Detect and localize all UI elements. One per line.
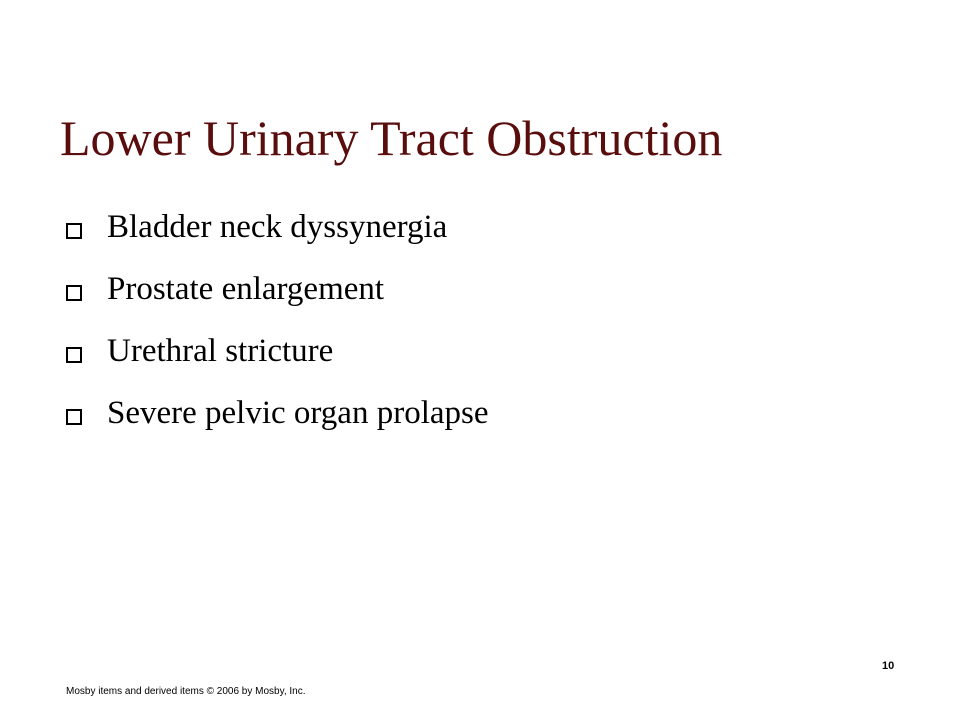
copyright-footer: Mosby items and derived items © 2006 by Mosby, Inc.: [66, 686, 306, 697]
list-item: [60, 258, 489, 320]
hollow-square-icon: [66, 409, 82, 425]
slide-title: Lower Urinary Tract Obstruction: [60, 110, 723, 166]
hollow-square-icon: [66, 347, 82, 363]
bullet-text: Severe pelvic organ prolapse: [107, 394, 489, 431]
bullet-list: [60, 196, 489, 444]
list-item: [60, 382, 489, 444]
list-item: [60, 320, 489, 382]
page-number: 10: [882, 660, 895, 672]
hollow-square-icon: [66, 223, 82, 239]
list-item: [60, 196, 489, 258]
bullet-text: Urethral stricture: [107, 332, 334, 369]
bullet-text: Prostate enlargement: [107, 270, 385, 307]
hollow-square-icon: [66, 285, 82, 301]
bullet-text: Bladder neck dyssynergia: [107, 208, 448, 245]
